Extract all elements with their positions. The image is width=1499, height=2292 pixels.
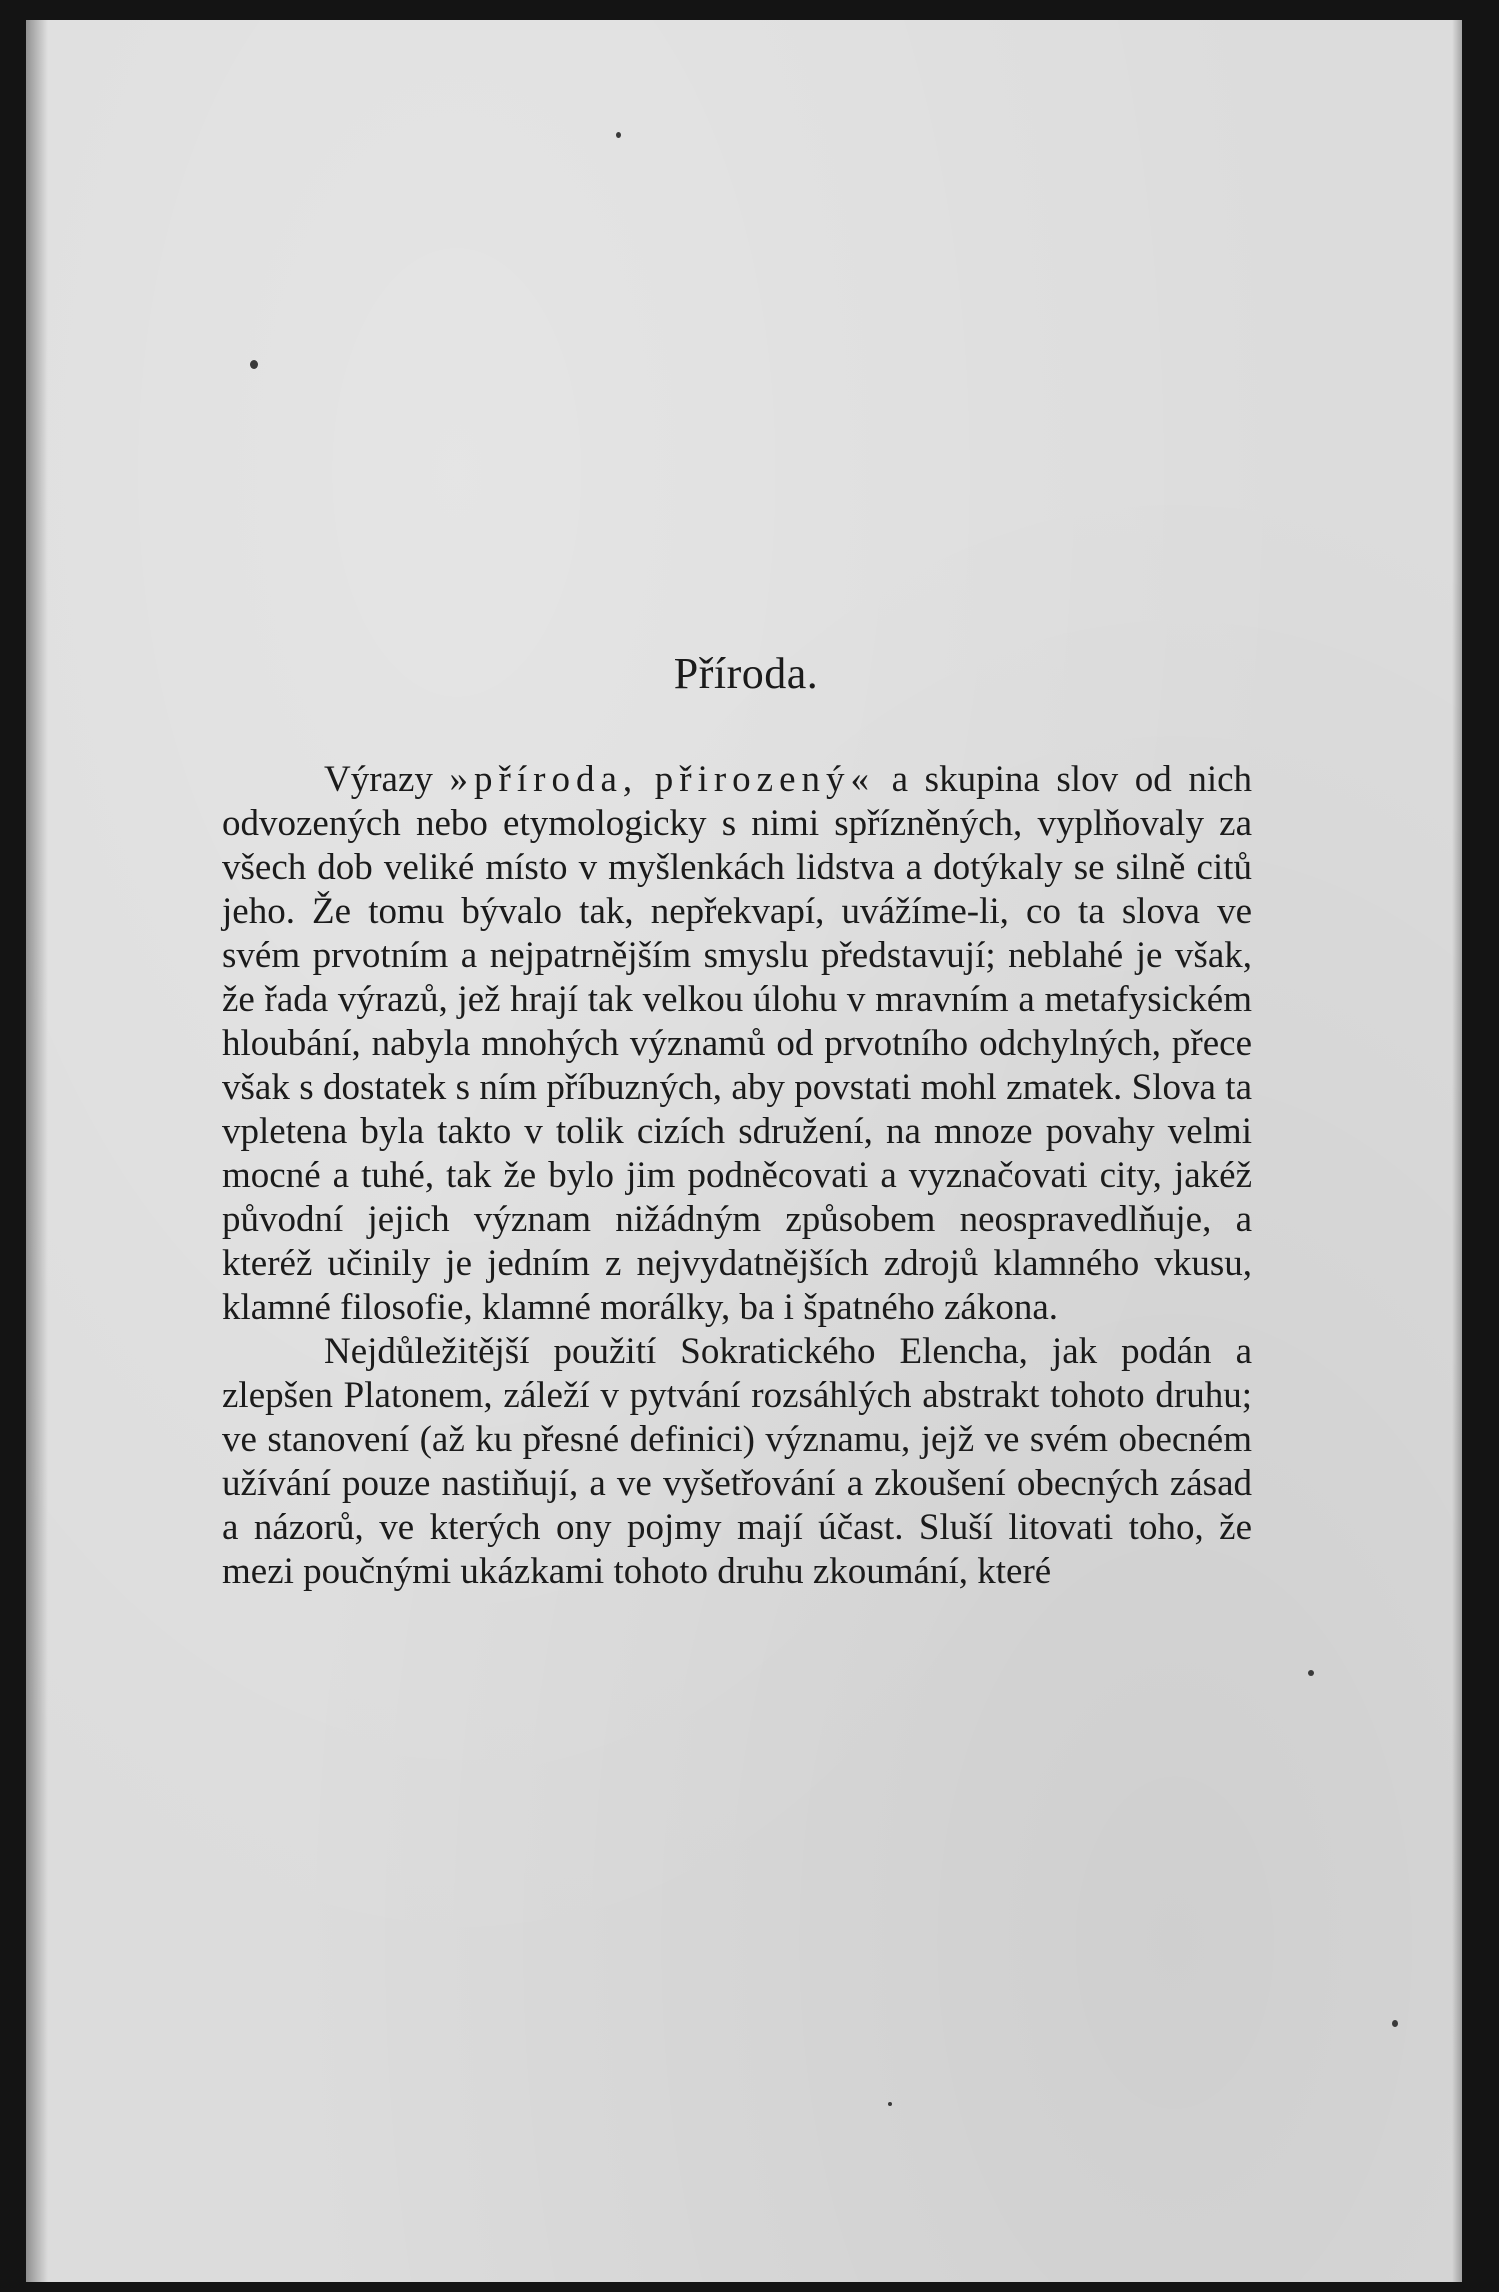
term-gap [638, 759, 655, 800]
edge-shadow [1452, 20, 1462, 2282]
ink-speck [250, 360, 258, 369]
paragraph-1 [222, 758, 1252, 1330]
book-page [26, 20, 1462, 2282]
term-prirozeny: přirozený« [654, 759, 876, 800]
body-text [222, 758, 1252, 1594]
gutter-shadow [26, 20, 48, 2282]
ink-speck [616, 132, 621, 138]
paragraph-1-rest: a skupina slov od nich odvozených nebo etymologicky s nimi spřízněných, vyplňovaly za všech dob veliké místo v myšlenkách lidstva a dotýkaly se silně citů jeho. Že tomu bývalo tak, nepřekvapí, uvážíme-li, co ta slova ve svém prvotním a nejpatrnějším smyslu představují; neblahé je však, že řada výrazů, jež hrají tak velkou úlohu v mravním a metafysickém hloubání, nabyla mnohých významů od prvotního odchylných, přece však s dostatek s ním příbuzných, aby povstati mohl zmatek. Slova ta vpletena byla takto v tolik cizích sdružení, na mnoze povahy velmi mocné a tuhé, tak že bylo jim podněcovati a vyznačovati city, jakéž původní jejich význam nižádným způsobem neospravedlňuje, a kteréž učinily je jedním z nejvydatnějších zdrojů klamného vkusu, klamné filosofie, klamné morálky, ba i špatného zákona. [222, 759, 1253, 1328]
ink-speck [888, 2102, 892, 2106]
ink-speck [1392, 2020, 1398, 2027]
ink-speck [1308, 1670, 1314, 1676]
paragraph-1-lead: Výrazy [324, 759, 450, 800]
paragraph-2: Nejdůležitější použití Sokratického Elencha, jak podán a zlepšen Platonem, záleží v pytvání rozsáhlých abstrakt tohoto druhu; ve stanovení (až ku přesné definici) významu, jejž ve svém obecném užívání pouze nastiňují, a ve vyšetřování a zkoušení obecných zásad a názorů, ve kterých ony pojmy mají účast. Sluší litovati toho, že mezi poučnými ukázkami tohoto druhu zkoumání, které [222, 1331, 1252, 1592]
page-title: Příroda. [673, 649, 819, 698]
term-priroda: »příroda, [449, 759, 639, 800]
